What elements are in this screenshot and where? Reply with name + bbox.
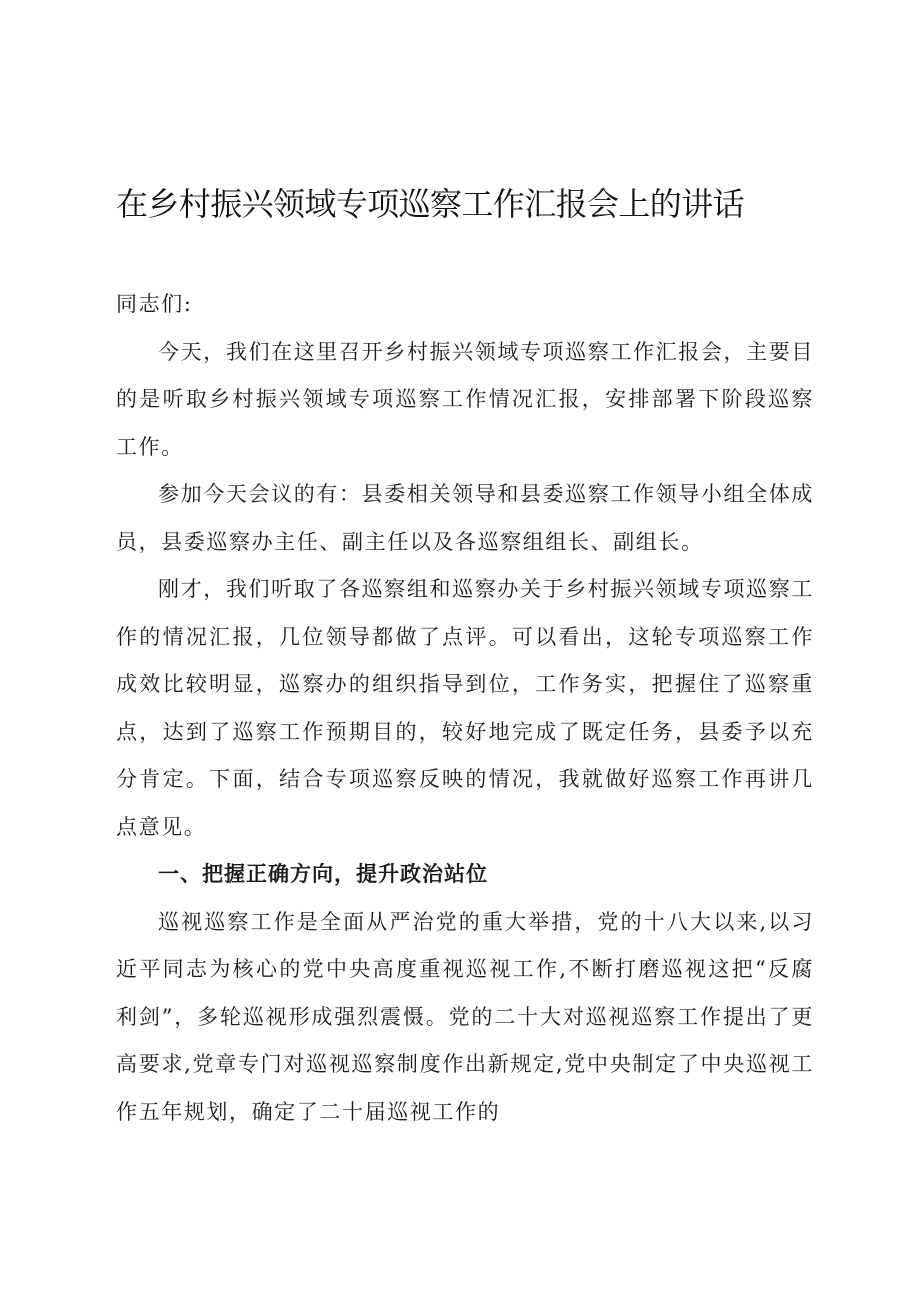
document-title: 在乡村振兴领域专项巡察工作汇报会上的讲话 (116, 185, 745, 223)
salutation: 同志们: (116, 292, 193, 316)
paragraph-work-review: 刚才，我们听取了各巡察组和巡察办关于乡村振兴领域专项巡察工作的情况汇报，几位领导都做了点评。可以看出，这轮专项巡察工作成效比较明显，巡察办的组织指导到位，工作务实，把握住了巡察重点，达到了巡察工作预期目的，较好地完成了既定任务，县委予以充分肯定。下面，结合专项巡察反映的情况，我就做好巡察工作再讲几点意见。 (116, 577, 814, 839)
paragraph-attendees: 参加今天会议的有：县委相关领导和县委巡察工作领导小组全体成员，县委巡察办主任、副主任以及各巡察组组长、副组长。 (116, 482, 814, 554)
paragraph-section-one: 巡视巡察工作是全面从严治党的重大举措，党的十八大以来,以习近平同志为核心的党中央高度重视巡视工作,不断打磨巡视这把“反腐利剑”，多轮巡视形成强烈震慑。党的二十大对巡视巡察工作提出了更高要求,党章专门对巡视巡察制度作出新规定,党中央制定了中央巡视工作五年规划，确定了二十届巡视工作的 (116, 909, 814, 1124)
document-body (116, 281, 814, 1136)
paragraph-meeting-purpose: 今天，我们在这里召开乡村振兴领域专项巡察工作汇报会，主要目的是听取乡村振兴领域专项巡察工作情况汇报，安排部署下阶段巡察工作。 (116, 339, 814, 459)
section-heading: 一、把握正确方向，提升政治站位 (158, 862, 488, 886)
